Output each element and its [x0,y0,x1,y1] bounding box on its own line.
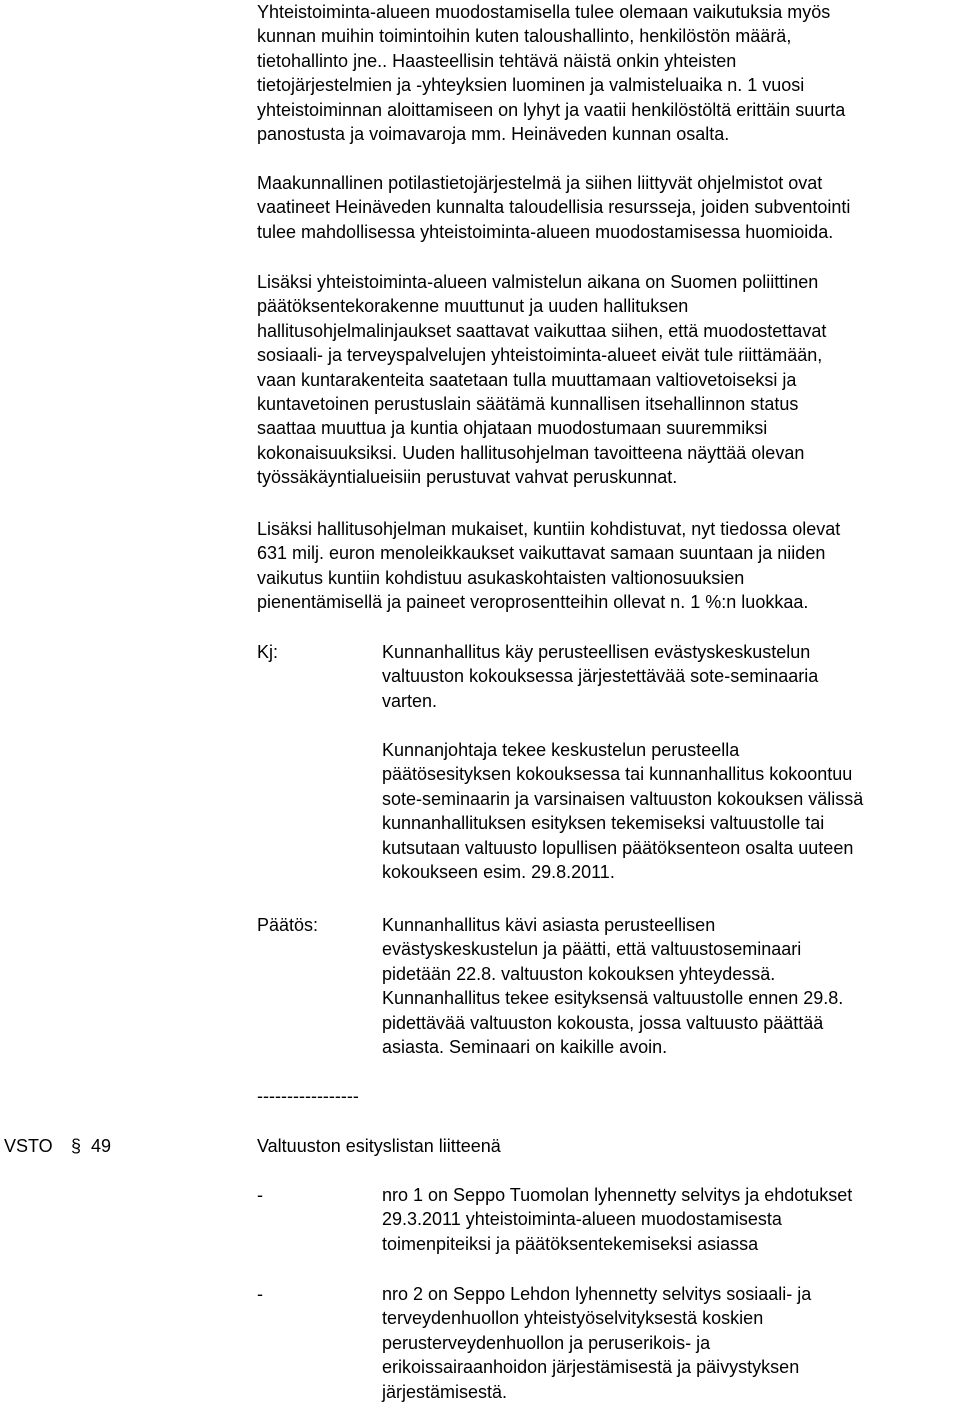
section-number: 49 [91,1136,112,1156]
text-line: nro 1 on Seppo Tuomolan lyhennetty selvitys ja ehdotukset [382,1185,853,1205]
text-line: tietojärjestelmien ja -yhteyksien luominen ja valmisteluaika n. 1 vuosi [257,75,805,96]
text-line: päätöksentekorakenne muuttunut ja uuden hallituksen [257,296,689,317]
decision-text [382,913,960,1059]
text-line: Kunnanhallitus käy perusteellisen evästyskeskustelun [382,642,811,662]
section-symbol: § [71,1136,82,1156]
text-line: terveydenhuollon yhteistyöselvityksestä koskien [382,1308,764,1329]
text-line: Kunnanhallitus tekee esityksensä valtuustolle ennen 29.8. [382,988,844,1009]
text-line: työssäkäyntialueisiin perustuvat vahvat peruskunnat. [257,467,678,488]
text-line: panostusta ja voimavaroja mm. Heinäveden kunnan osalta. [257,124,730,145]
kj-proposal-continued [382,738,960,884]
text-line: sosiaali- ja terveyspalvelujen yhteistoiminta-alueet eivät tule riittämään, [257,345,823,366]
text-line: kunnanhallituksen esityksen tekemiseksi valtuustolle tai [382,813,825,834]
text-line: nro 2 on Seppo Lehdon lyhennetty selvitys sosiaali- ja [382,1284,812,1304]
text-line: kokonaisuuksiksi. Uuden hallitusohjelman tavoitteena näyttää olevan [257,442,805,463]
paragraph-3 [257,270,960,490]
text-line: Kunnanjohtaja tekee keskustelun perusteella [382,740,740,760]
list-bullet: - [257,1185,263,1205]
text-line: tulee mahdollisessa yhteistoiminta-alueen muodostamisessa huomioida. [257,221,834,242]
text-line: tietohallinto jne.. Haasteellisin tehtävä näistä onkin yhteisten [257,50,737,71]
text-line: sote-seminaarin ja varsinaisen valtuuston kokouksen välissä [382,788,864,809]
text-line: Yhteistoiminta-alueen muodostamisella tulee olemaan vaikutuksia myös [257,2,831,22]
text-line: erikoissairaanhoidon järjestämisestä ja päivystyksen [382,1357,800,1378]
attachment-item-1 [382,1183,960,1256]
paragraph-1 [257,0,960,146]
text-line: yhteistoiminnan aloittamiseen on lyhyt ja vaatii henkilöstöltä erittäin suurta [257,99,846,120]
text-line: 631 milj. euron menoleikkaukset vaikuttavat samaan suuntaan ja niiden [257,543,826,564]
text-line: valtuuston kokouksessa järjestettävää sote-seminaaria [382,666,819,687]
text-line: Lisäksi hallitusohjelman mukaiset, kuntiin kohdistuvat, nyt tiedossa olevat [257,519,841,539]
text-line: pidetään 22.8. valtuuston kokouksen yhteydessä. [382,963,776,984]
text-line: vaatineet Heinäveden kunnalta taloudellisia resursseja, joiden subventointi [257,197,851,218]
kj-label: Kj: [257,642,279,662]
vsto-title: Valtuuston esityslistan liitteenä [257,1136,501,1156]
text-line: pidettävää valtuuston kokousta, jossa valtuusto päättää [382,1012,824,1033]
vsto-label: VSTO [4,1136,53,1156]
text-line: vaan kuntarakenteita saatetaan tulla muuttamaan valtiovetoiseksi ja [257,369,797,390]
attachment-item-2 [382,1282,960,1404]
decision-label: Päätös: [257,915,319,935]
text-line: evästyskeskustelun ja päätti, että valtuustoseminaari [382,939,802,960]
text-line: Maakunnallinen potilastietojärjestelmä ja siihen liittyvät ohjelmistot ovat [257,173,823,193]
text-line: hallitusohjelmalinjaukset saattavat vaikuttaa siihen, että muodostettavat [257,320,827,341]
text-line: toimenpiteiksi ja päätöksentekemiseksi asiassa [382,1233,759,1254]
text-line: Kunnanhallitus kävi asiasta perusteellisen [382,915,716,935]
paragraph-2 [257,171,960,244]
separator-line: ----------------- [257,1086,359,1106]
text-line: perusterveydenhuollon ja peruserikois- ja [382,1332,711,1353]
text-line: pienentämisellä ja paineet veroprosentteihin ollevat n. 1 %:n luokkaa. [257,592,809,613]
text-line: kokoukseen esim. 29.8.2011. [382,862,615,883]
text-line: kutsutaan valtuusto lopullisen päätöksenteon osalta uuteen [382,837,854,858]
text-line: järjestämisestä. [382,1381,508,1402]
text-line: varten. [382,690,438,711]
text-line: kuntavetoinen perustuslain säätämä kunnallisen itsehallinnon status [257,394,799,415]
text-line: kunnan muihin toimintoihin kuten taloushallinto, henkilöstön määrä, [257,26,792,47]
list-bullet: - [257,1284,263,1304]
text-line: 29.3.2011 yhteistoiminta-alueen muodostamisesta [382,1209,782,1230]
text-line: Lisäksi yhteistoiminta-alueen valmistelun aikana on Suomen poliittinen [257,272,819,292]
text-line: vaikutus kuntiin kohdistuu asukaskohtaisten valtionosuuksien [257,567,745,588]
text-line: asiasta. Seminaari on kaikille avoin. [382,1037,668,1058]
kj-proposal [382,640,960,713]
paragraph-4 [257,517,960,615]
text-line: päätösesityksen kokouksessa tai kunnanhallitus kokoontuu [382,764,853,785]
text-line: saattaa muuttua ja kuntia ohjataan muodostumaan suuremmiksi [257,418,768,439]
